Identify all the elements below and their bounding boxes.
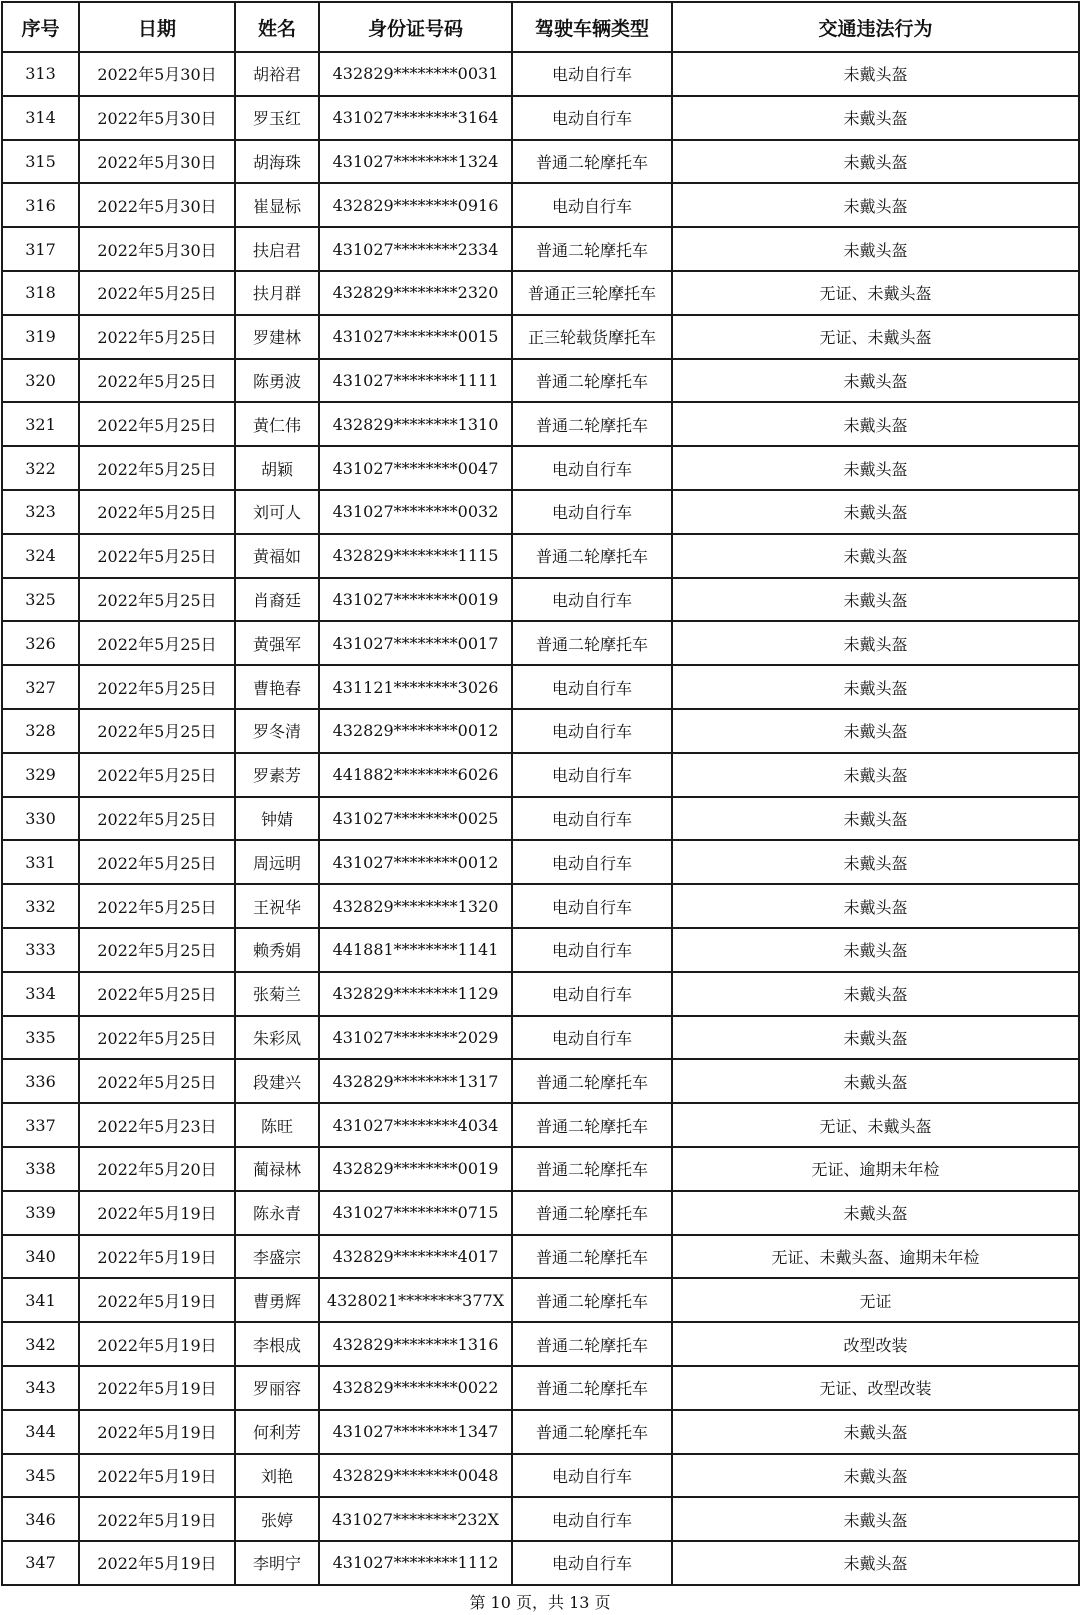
cell-vehicle-type: 电动自行车 [512, 840, 672, 884]
cell-date: 2022年5月25日 [79, 884, 235, 928]
cell-vehicle-type: 电动自行车 [512, 797, 672, 841]
table-body [2, 52, 1079, 1585]
table-row [2, 1366, 1079, 1410]
cell-violation: 未戴头盔 [672, 1191, 1079, 1235]
cell-violation: 未戴头盔 [672, 709, 1079, 753]
cell-id-number: 432829********1310 [319, 402, 512, 446]
cell-vehicle-type: 普通二轮摩托车 [512, 1278, 672, 1322]
header-violation: 交通违法行为 [672, 2, 1079, 52]
cell-id-number: 431027********0019 [319, 578, 512, 622]
cell-violation: 无证 [672, 1278, 1079, 1322]
cell-violation: 未戴头盔 [672, 490, 1079, 534]
cell-name: 黄仁伟 [235, 402, 319, 446]
violations-table [1, 1, 1080, 1586]
cell-violation: 未戴头盔 [672, 96, 1079, 140]
cell-date: 2022年5月19日 [79, 1235, 235, 1279]
cell-violation: 未戴头盔 [672, 928, 1079, 972]
cell-violation: 未戴头盔 [672, 227, 1079, 271]
table-row [2, 578, 1079, 622]
cell-date: 2022年5月25日 [79, 315, 235, 359]
table-row [2, 1059, 1079, 1103]
cell-seq: 332 [2, 884, 79, 928]
cell-violation: 未戴头盔 [672, 665, 1079, 709]
cell-id-number: 431027********1347 [319, 1410, 512, 1454]
table-row [2, 840, 1079, 884]
cell-violation: 未戴头盔 [672, 972, 1079, 1016]
cell-seq: 344 [2, 1410, 79, 1454]
cell-id-number: 441882********6026 [319, 753, 512, 797]
cell-id-number: 432829********0048 [319, 1454, 512, 1498]
cell-violation: 无证、改型改装 [672, 1366, 1079, 1410]
cell-violation: 无证、未戴头盔 [672, 271, 1079, 315]
cell-date: 2022年5月19日 [79, 1366, 235, 1410]
cell-id-number: 432829********1320 [319, 884, 512, 928]
cell-vehicle-type: 普通二轮摩托车 [512, 227, 672, 271]
table-header [2, 2, 1079, 52]
cell-vehicle-type: 普通二轮摩托车 [512, 1366, 672, 1410]
cell-violation: 未戴头盔 [672, 402, 1079, 446]
cell-vehicle-type: 电动自行车 [512, 52, 672, 96]
cell-date: 2022年5月30日 [79, 96, 235, 140]
cell-id-number: 431121********3026 [319, 665, 512, 709]
table-row [2, 96, 1079, 140]
cell-name: 陈勇波 [235, 359, 319, 403]
cell-seq: 318 [2, 271, 79, 315]
cell-violation: 未戴头盔 [672, 621, 1079, 665]
table-row [2, 753, 1079, 797]
cell-id-number: 431027********2334 [319, 227, 512, 271]
cell-date: 2022年5月25日 [79, 840, 235, 884]
cell-name: 胡海珠 [235, 140, 319, 184]
cell-name: 王祝华 [235, 884, 319, 928]
cell-name: 李明宁 [235, 1541, 319, 1585]
cell-id-number: 431027********0032 [319, 490, 512, 534]
cell-date: 2022年5月25日 [79, 928, 235, 972]
cell-name: 曹艳春 [235, 665, 319, 709]
table-row [2, 1410, 1079, 1454]
cell-date: 2022年5月19日 [79, 1278, 235, 1322]
cell-seq: 321 [2, 402, 79, 446]
cell-id-number: 431027********0047 [319, 446, 512, 490]
cell-vehicle-type: 电动自行车 [512, 753, 672, 797]
cell-name: 李根成 [235, 1322, 319, 1366]
cell-violation: 未戴头盔 [672, 797, 1079, 841]
table-row [2, 1278, 1079, 1322]
header-id-number: 身份证号码 [319, 2, 512, 52]
cell-date: 2022年5月25日 [79, 271, 235, 315]
cell-seq: 325 [2, 578, 79, 622]
cell-seq: 329 [2, 753, 79, 797]
cell-id-number: 432829********0916 [319, 183, 512, 227]
cell-vehicle-type: 普通正三轮摩托车 [512, 271, 672, 315]
cell-vehicle-type: 电动自行车 [512, 665, 672, 709]
table-row [2, 1103, 1079, 1147]
cell-id-number: 431027********4034 [319, 1103, 512, 1147]
cell-seq: 327 [2, 665, 79, 709]
cell-violation: 未戴头盔 [672, 840, 1079, 884]
cell-vehicle-type: 普通二轮摩托车 [512, 621, 672, 665]
cell-violation: 未戴头盔 [672, 359, 1079, 403]
table-row [2, 621, 1079, 665]
cell-date: 2022年5月25日 [79, 490, 235, 534]
cell-id-number: 431027********1112 [319, 1541, 512, 1585]
cell-seq: 313 [2, 52, 79, 96]
cell-id-number: 431027********232X [319, 1497, 512, 1541]
cell-violation: 未戴头盔 [672, 753, 1079, 797]
cell-name: 刘艳 [235, 1454, 319, 1498]
table-row [2, 52, 1079, 96]
cell-vehicle-type: 普通二轮摩托车 [512, 140, 672, 184]
header-name: 姓名 [235, 2, 319, 52]
cell-name: 张菊兰 [235, 972, 319, 1016]
cell-name: 扶月群 [235, 271, 319, 315]
cell-seq: 322 [2, 446, 79, 490]
cell-date: 2022年5月25日 [79, 972, 235, 1016]
cell-date: 2022年5月25日 [79, 621, 235, 665]
cell-id-number: 431027********3164 [319, 96, 512, 140]
table-row [2, 928, 1079, 972]
cell-seq: 331 [2, 840, 79, 884]
table-row [2, 359, 1079, 403]
cell-id-number: 432829********2320 [319, 271, 512, 315]
table-row [2, 446, 1079, 490]
cell-name: 胡裕君 [235, 52, 319, 96]
cell-name: 钟婧 [235, 797, 319, 841]
cell-id-number: 431027********0015 [319, 315, 512, 359]
cell-vehicle-type: 电动自行车 [512, 578, 672, 622]
cell-date: 2022年5月25日 [79, 797, 235, 841]
cell-date: 2022年5月25日 [79, 709, 235, 753]
cell-id-number: 431027********1324 [319, 140, 512, 184]
cell-seq: 342 [2, 1322, 79, 1366]
cell-date: 2022年5月19日 [79, 1541, 235, 1585]
page-number: 第 10 页，共 13 页 [469, 1593, 611, 1612]
cell-vehicle-type: 电动自行车 [512, 446, 672, 490]
cell-vehicle-type: 普通二轮摩托车 [512, 1191, 672, 1235]
cell-seq: 334 [2, 972, 79, 1016]
cell-violation: 未戴头盔 [672, 884, 1079, 928]
cell-date: 2022年5月19日 [79, 1322, 235, 1366]
cell-vehicle-type: 电动自行车 [512, 884, 672, 928]
cell-vehicle-type: 电动自行车 [512, 928, 672, 972]
cell-name: 段建兴 [235, 1059, 319, 1103]
cell-date: 2022年5月19日 [79, 1410, 235, 1454]
cell-seq: 335 [2, 1016, 79, 1060]
cell-date: 2022年5月25日 [79, 1016, 235, 1060]
cell-seq: 324 [2, 534, 79, 578]
cell-violation: 未戴头盔 [672, 140, 1079, 184]
cell-date: 2022年5月30日 [79, 52, 235, 96]
table-row [2, 534, 1079, 578]
cell-vehicle-type: 普通二轮摩托车 [512, 1410, 672, 1454]
cell-id-number: 4328021********377X [319, 1278, 512, 1322]
table-row [2, 490, 1079, 534]
cell-id-number: 432829********0031 [319, 52, 512, 96]
cell-date: 2022年5月30日 [79, 227, 235, 271]
cell-vehicle-type: 正三轮载货摩托车 [512, 315, 672, 359]
cell-seq: 316 [2, 183, 79, 227]
cell-vehicle-type: 普通二轮摩托车 [512, 534, 672, 578]
table-row [2, 315, 1079, 359]
cell-date: 2022年5月23日 [79, 1103, 235, 1147]
cell-id-number: 431027********0715 [319, 1191, 512, 1235]
cell-violation: 未戴头盔 [672, 1410, 1079, 1454]
cell-id-number: 432829********1129 [319, 972, 512, 1016]
cell-violation: 未戴头盔 [672, 578, 1079, 622]
cell-id-number: 431027********0025 [319, 797, 512, 841]
cell-violation: 未戴头盔 [672, 1497, 1079, 1541]
cell-vehicle-type: 普通二轮摩托车 [512, 1103, 672, 1147]
cell-seq: 319 [2, 315, 79, 359]
cell-seq: 340 [2, 1235, 79, 1279]
cell-date: 2022年5月25日 [79, 402, 235, 446]
cell-violation: 改型改装 [672, 1322, 1079, 1366]
cell-date: 2022年5月25日 [79, 359, 235, 403]
cell-id-number: 431027********0017 [319, 621, 512, 665]
cell-name: 胡颖 [235, 446, 319, 490]
table-row [2, 227, 1079, 271]
cell-name: 罗冬清 [235, 709, 319, 753]
cell-violation: 无证、逾期未年检 [672, 1147, 1079, 1191]
cell-date: 2022年5月30日 [79, 183, 235, 227]
cell-date: 2022年5月25日 [79, 446, 235, 490]
cell-id-number: 432829********0012 [319, 709, 512, 753]
cell-date: 2022年5月25日 [79, 665, 235, 709]
cell-name: 罗丽容 [235, 1366, 319, 1410]
cell-id-number: 431027********2029 [319, 1016, 512, 1060]
cell-vehicle-type: 普通二轮摩托车 [512, 1147, 672, 1191]
cell-name: 张婷 [235, 1497, 319, 1541]
table-row [2, 1497, 1079, 1541]
cell-vehicle-type: 普通二轮摩托车 [512, 1322, 672, 1366]
cell-seq: 341 [2, 1278, 79, 1322]
cell-vehicle-type: 普通二轮摩托车 [512, 1059, 672, 1103]
cell-seq: 320 [2, 359, 79, 403]
cell-vehicle-type: 普通二轮摩托车 [512, 359, 672, 403]
cell-seq: 314 [2, 96, 79, 140]
table-row [2, 972, 1079, 1016]
cell-seq: 315 [2, 140, 79, 184]
cell-id-number: 432829********0019 [319, 1147, 512, 1191]
cell-seq: 330 [2, 797, 79, 841]
cell-vehicle-type: 电动自行车 [512, 96, 672, 140]
table-row [2, 665, 1079, 709]
cell-name: 赖秀娟 [235, 928, 319, 972]
cell-date: 2022年5月25日 [79, 578, 235, 622]
cell-violation: 无证、未戴头盔 [672, 315, 1079, 359]
table-row [2, 402, 1079, 446]
cell-name: 罗素芳 [235, 753, 319, 797]
cell-name: 周远明 [235, 840, 319, 884]
cell-date: 2022年5月19日 [79, 1454, 235, 1498]
header-row [2, 2, 1079, 52]
cell-vehicle-type: 电动自行车 [512, 490, 672, 534]
cell-violation: 未戴头盔 [672, 183, 1079, 227]
table-row [2, 183, 1079, 227]
cell-seq: 337 [2, 1103, 79, 1147]
cell-name: 黄福如 [235, 534, 319, 578]
cell-name: 扶启君 [235, 227, 319, 271]
cell-seq: 317 [2, 227, 79, 271]
cell-date: 2022年5月20日 [79, 1147, 235, 1191]
cell-vehicle-type: 电动自行车 [512, 1497, 672, 1541]
table-row [2, 884, 1079, 928]
cell-seq: 343 [2, 1366, 79, 1410]
cell-name: 罗玉红 [235, 96, 319, 140]
cell-id-number: 432829********4017 [319, 1235, 512, 1279]
table-row [2, 1454, 1079, 1498]
cell-vehicle-type: 普通二轮摩托车 [512, 1235, 672, 1279]
cell-vehicle-type: 电动自行车 [512, 972, 672, 1016]
cell-seq: 345 [2, 1454, 79, 1498]
cell-vehicle-type: 电动自行车 [512, 183, 672, 227]
cell-name: 崔显标 [235, 183, 319, 227]
cell-date: 2022年5月25日 [79, 1059, 235, 1103]
cell-seq: 323 [2, 490, 79, 534]
cell-seq: 338 [2, 1147, 79, 1191]
cell-id-number: 431027********0012 [319, 840, 512, 884]
cell-date: 2022年5月25日 [79, 753, 235, 797]
cell-violation: 未戴头盔 [672, 1541, 1079, 1585]
cell-seq: 336 [2, 1059, 79, 1103]
cell-name: 罗建林 [235, 315, 319, 359]
cell-violation: 无证、未戴头盔 [672, 1103, 1079, 1147]
table-row [2, 140, 1079, 184]
cell-vehicle-type: 普通二轮摩托车 [512, 402, 672, 446]
cell-seq: 346 [2, 1497, 79, 1541]
cell-name: 朱彩凤 [235, 1016, 319, 1060]
cell-id-number: 431027********1111 [319, 359, 512, 403]
cell-date: 2022年5月30日 [79, 140, 235, 184]
cell-name: 刘可人 [235, 490, 319, 534]
cell-id-number: 432829********0022 [319, 1366, 512, 1410]
cell-vehicle-type: 电动自行车 [512, 1016, 672, 1060]
cell-date: 2022年5月19日 [79, 1191, 235, 1235]
cell-vehicle-type: 电动自行车 [512, 1541, 672, 1585]
table-row [2, 1541, 1079, 1585]
cell-date: 2022年5月25日 [79, 534, 235, 578]
cell-name: 黄强军 [235, 621, 319, 665]
table-row [2, 1147, 1079, 1191]
cell-violation: 未戴头盔 [672, 534, 1079, 578]
cell-id-number: 432829********1316 [319, 1322, 512, 1366]
cell-name: 陈旺 [235, 1103, 319, 1147]
cell-seq: 347 [2, 1541, 79, 1585]
cell-name: 曹勇辉 [235, 1278, 319, 1322]
table-row [2, 1235, 1079, 1279]
table-row [2, 1322, 1079, 1366]
cell-seq: 333 [2, 928, 79, 972]
header-date: 日期 [79, 2, 235, 52]
cell-date: 2022年5月19日 [79, 1497, 235, 1541]
cell-violation: 未戴头盔 [672, 1454, 1079, 1498]
cell-seq: 326 [2, 621, 79, 665]
cell-seq: 339 [2, 1191, 79, 1235]
cell-name: 何利芳 [235, 1410, 319, 1454]
cell-name: 蔺禄林 [235, 1147, 319, 1191]
table-row [2, 1016, 1079, 1060]
table-row [2, 1191, 1079, 1235]
cell-id-number: 441881********1141 [319, 928, 512, 972]
cell-name: 肖裔廷 [235, 578, 319, 622]
table-row [2, 797, 1079, 841]
cell-violation: 无证、未戴头盔、逾期未年检 [672, 1235, 1079, 1279]
cell-id-number: 432829********1115 [319, 534, 512, 578]
cell-seq: 328 [2, 709, 79, 753]
cell-vehicle-type: 电动自行车 [512, 709, 672, 753]
cell-violation: 未戴头盔 [672, 52, 1079, 96]
cell-name: 陈永青 [235, 1191, 319, 1235]
header-vehicle-type: 驾驶车辆类型 [512, 2, 672, 52]
cell-id-number: 432829********1317 [319, 1059, 512, 1103]
cell-violation: 未戴头盔 [672, 1016, 1079, 1060]
header-seq: 序号 [2, 2, 79, 52]
cell-violation: 未戴头盔 [672, 1059, 1079, 1103]
cell-violation: 未戴头盔 [672, 446, 1079, 490]
cell-name: 李盛宗 [235, 1235, 319, 1279]
table-row [2, 709, 1079, 753]
table-row [2, 271, 1079, 315]
cell-vehicle-type: 电动自行车 [512, 1454, 672, 1498]
